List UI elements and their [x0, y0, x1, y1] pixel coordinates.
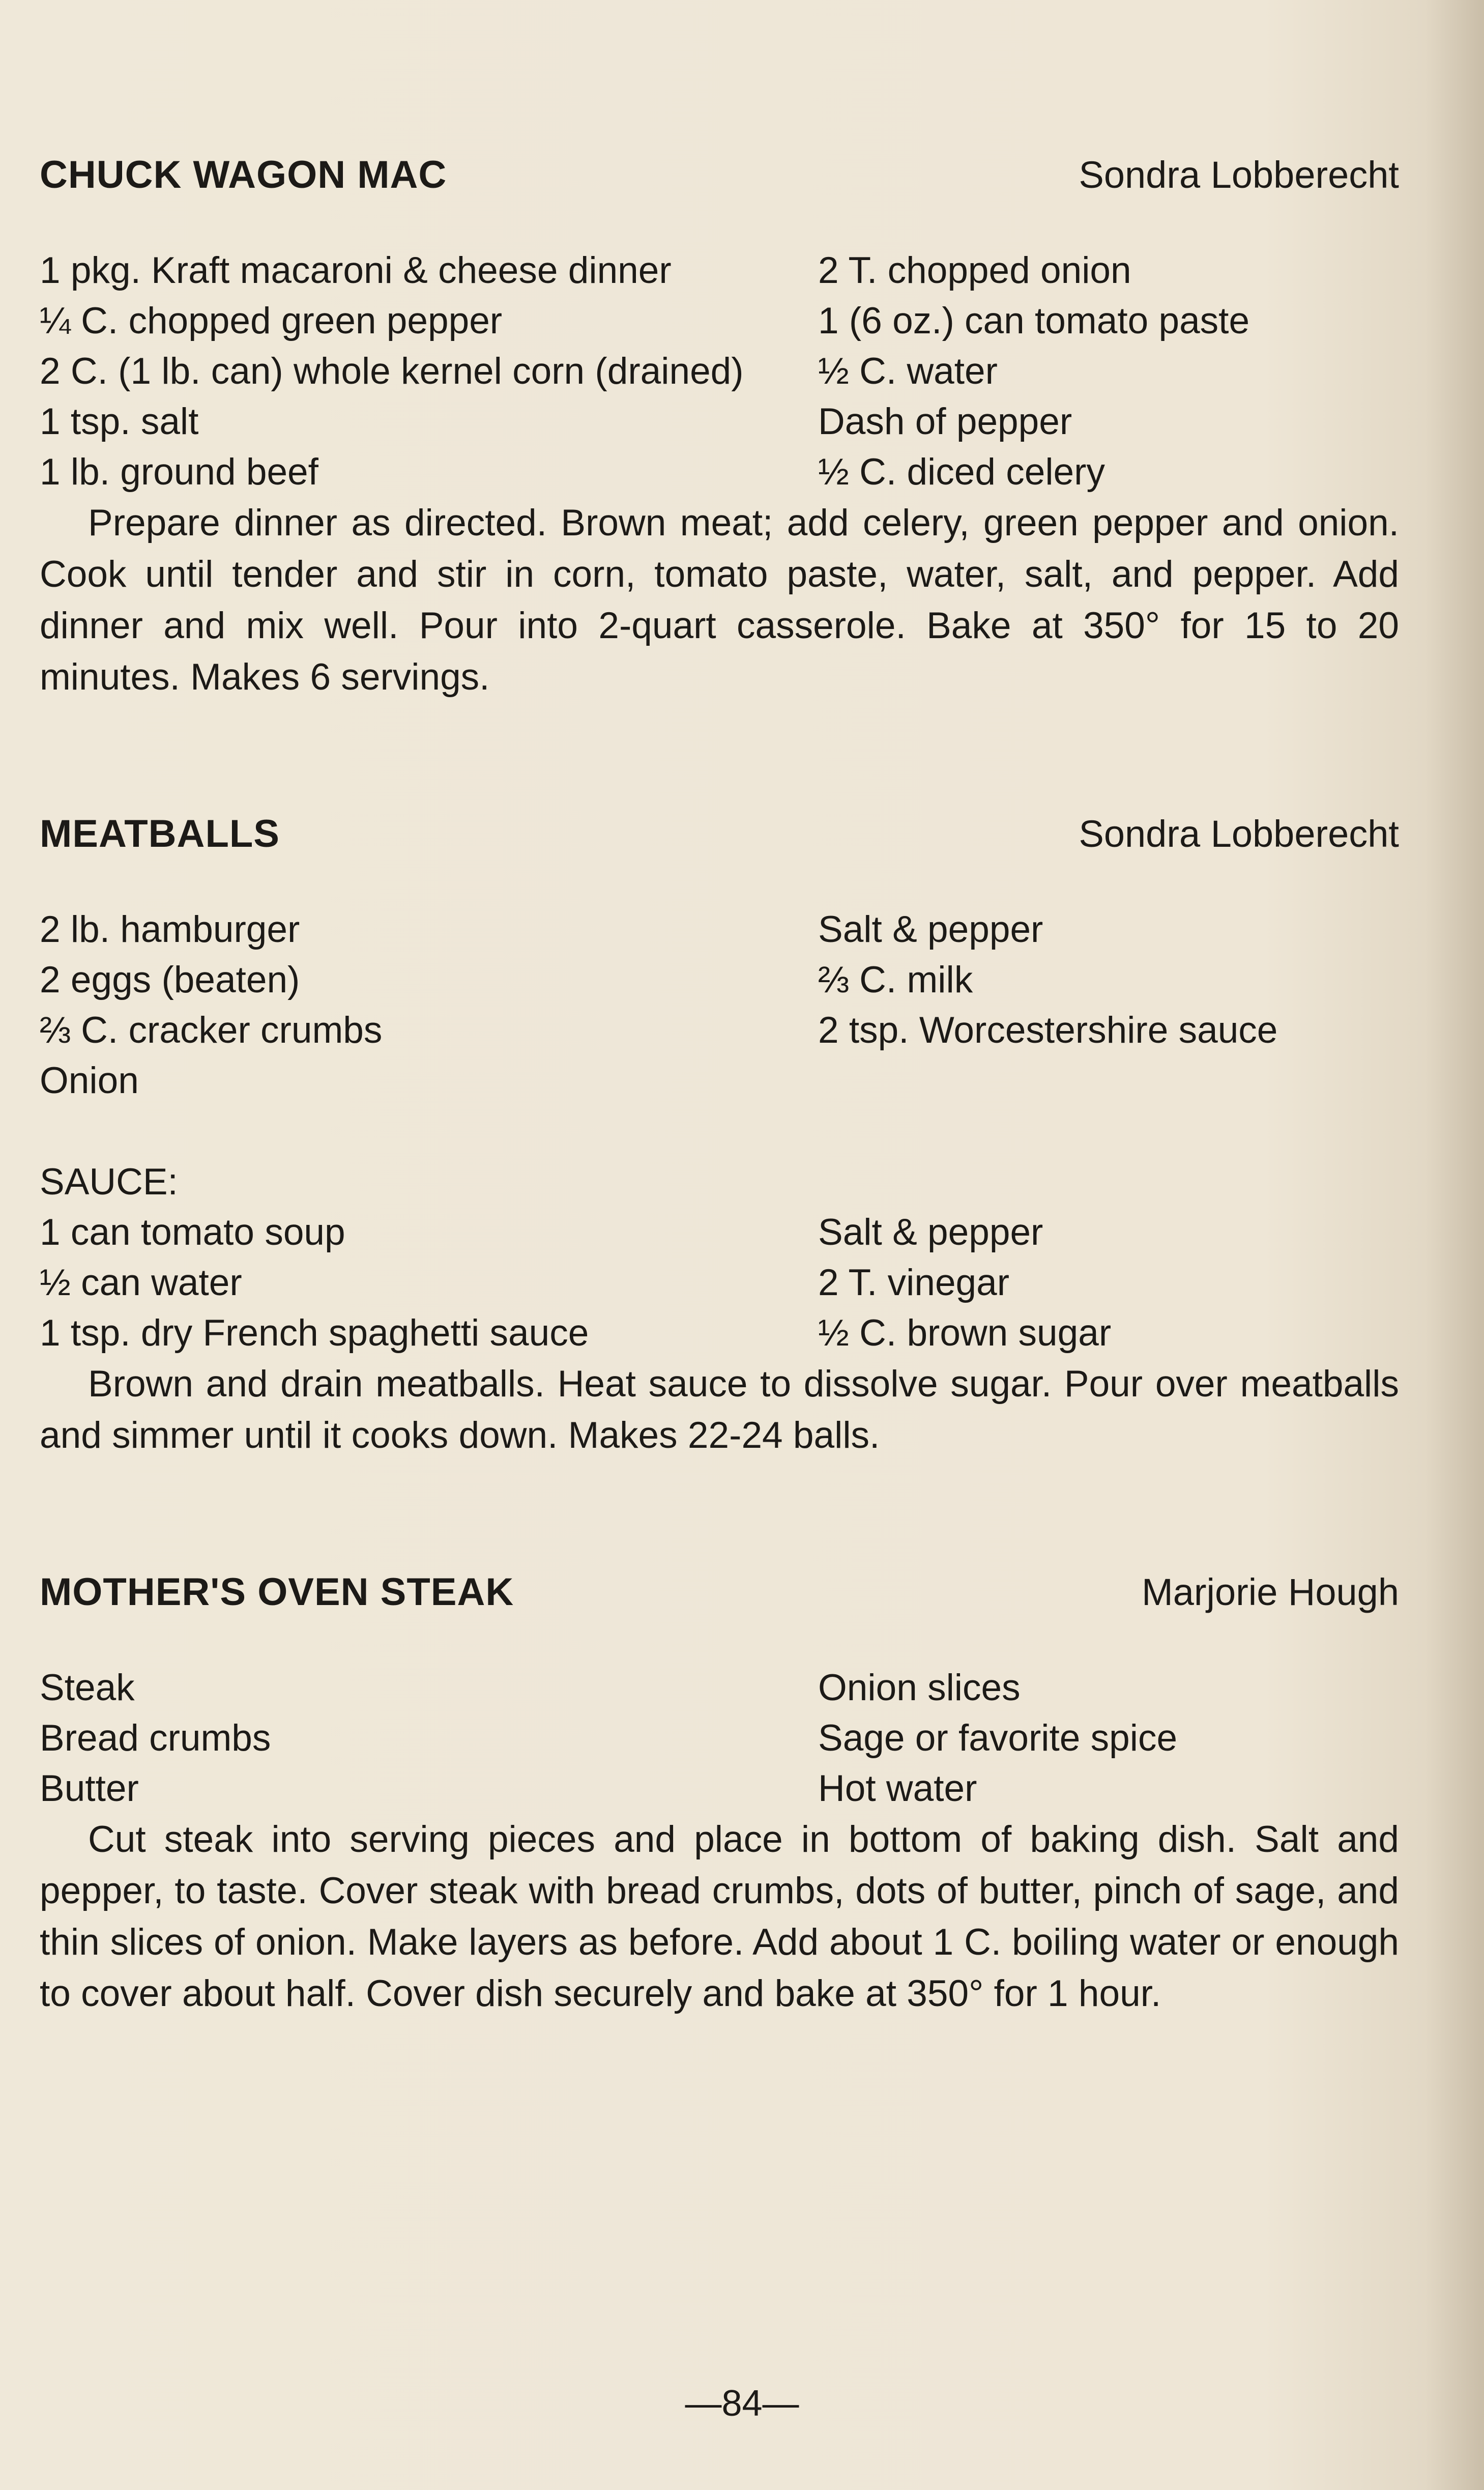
recipe-author: Sondra Lobberecht: [1079, 154, 1399, 196]
ingredient: 2 tsp. Worcestershire sauce: [818, 1010, 1278, 1051]
recipe-author: Marjorie Hough: [1142, 1571, 1399, 1613]
ingredient: Onion: [40, 1060, 139, 1101]
ingredient: 2 eggs (beaten): [40, 959, 300, 1000]
ingredient: Salt & pepper: [818, 909, 1043, 950]
recipe-chuck-wagon-mac: [40, 153, 1399, 703]
ingredient: ½ C. diced celery: [818, 451, 1105, 493]
sauce-label: SAUCE:: [40, 1161, 178, 1203]
ingredient: [818, 1055, 1398, 1106]
recipe-mothers-oven-steak: [40, 1570, 1399, 2019]
ingredient: 1 tsp. dry French spaghetti sauce: [40, 1312, 589, 1354]
ingredient-list: [40, 904, 1399, 1106]
ingredient-list: [40, 245, 1399, 497]
recipe-meatballs: [40, 812, 1399, 1461]
ingredient: Dash of pepper: [818, 401, 1072, 442]
page-number: —84—: [685, 2383, 799, 2424]
recipe-directions: Cut steak into serving pieces and place in bottom of baking dish. Salt and pepper, to taste. Cover steak with bread crumbs, dots of butter, pinch of sage, and thin slices of onion. Make layers as before. Add about 1 C. boiling water or enough to cover about half. Cover dish securely and bake at 350° for 1 hour.: [40, 1819, 1399, 2014]
ingredient: ½ C. brown sugar: [818, 1312, 1112, 1354]
ingredient: 2 lb. hamburger: [40, 909, 300, 950]
recipe-author: Sondra Lobberecht: [1079, 813, 1399, 855]
ingredient: 2 T. chopped onion: [818, 250, 1131, 291]
ingredient: Onion slices: [818, 1667, 1021, 1708]
ingredient: ¼ C. chopped green pepper: [40, 300, 503, 341]
recipe-title: MEATBALLS: [40, 812, 280, 855]
ingredient: ⅔ C. cracker crumbs: [40, 1010, 383, 1051]
recipe-title: CHUCK WAGON MAC: [40, 153, 447, 196]
ingredient: 1 tsp. salt: [40, 401, 199, 442]
ingredient: Salt & pepper: [818, 1212, 1043, 1253]
ingredient: 2 T. vinegar: [818, 1262, 1010, 1303]
recipe-header: [40, 812, 1399, 856]
ingredient: ½ can water: [40, 1262, 242, 1303]
ingredient: 1 (6 oz.) can tomato paste: [818, 300, 1250, 341]
ingredient: Hot water: [818, 1768, 977, 1809]
ingredient-list: [40, 1663, 1399, 1814]
ingredient: Sage or favorite spice: [818, 1718, 1178, 1759]
ingredient: 1 can tomato soup: [40, 1212, 345, 1253]
recipe-header: [40, 153, 1399, 197]
recipe-header: [40, 1570, 1399, 1614]
ingredient: 1 lb. ground beef: [40, 451, 318, 493]
ingredient: 2 C. (1 lb. can) whole kernel corn (drained): [40, 351, 744, 392]
sauce-ingredient-list: [40, 1207, 1399, 1358]
recipe-title: MOTHER'S OVEN STEAK: [40, 1570, 514, 1614]
ingredient: Butter: [40, 1768, 139, 1809]
ingredient: ½ C. water: [818, 351, 998, 392]
recipe-directions: Brown and drain meatballs. Heat sauce to dissolve sugar. Pour over meatballs and simmer until it cooks down. Makes 22-24 balls.: [40, 1363, 1399, 1456]
ingredient: 1 pkg. Kraft macaroni & cheese dinner: [40, 250, 672, 291]
ingredient: Steak: [40, 1667, 135, 1708]
ingredient: ⅔ C. milk: [818, 959, 973, 1000]
ingredient: Bread crumbs: [40, 1718, 271, 1759]
recipe-directions: Prepare dinner as directed. Brown meat; add celery, green pepper and onion. Cook until tender and stir in corn, tomato paste, water, salt, and pepper. Add dinner and mix well. Pour into 2-quart casserole. Bake at 350° for 15 to 20 minutes. Makes 6 servings.: [40, 502, 1399, 698]
